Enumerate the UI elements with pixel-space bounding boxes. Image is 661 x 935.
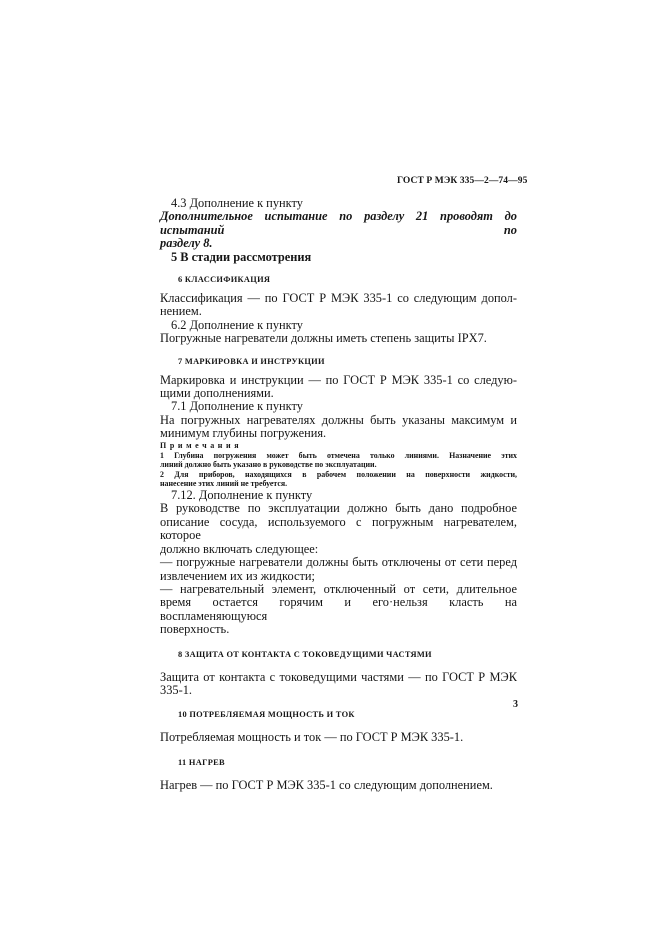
note-2-line-2: нанесение этих линий не требуется. — [160, 479, 288, 489]
section-6-intro-line-1: Классификация — по ГОСТ Р МЭК 335-1 со следующим допол- — [160, 291, 517, 306]
section-7-heading: 7 МАРКИРОВКА И ИНСТРУКЦИИ — [178, 356, 325, 366]
clause-4-3-text-line-1: Дополнительное испытание по разделу 21 проводят до испытаний по — [160, 209, 517, 237]
clause-7-12-text-line-1: В руководстве по эксплуатации должно быть дано подробное — [160, 501, 517, 516]
section-10-text: Потребляемая мощность и ток — по ГОСТ Р МЭК 335-1. — [160, 730, 464, 745]
list-item-2-line-3: поверхность. — [160, 622, 230, 637]
clause-7-12-text-line-3: должно включать следующее: — [160, 541, 319, 556]
clause-7-1-title: 7.1 Дополнение к пункту — [171, 399, 303, 414]
clause-7-1-text-line-1: На погружных нагревателях должны быть указаны максимум и — [160, 412, 517, 427]
clause-4-3-title: 4.3 Дополнение к пункту — [171, 196, 303, 210]
clause-4-3-text-line-2: разделу 8. — [160, 236, 213, 251]
notes-title: Примечания — [160, 440, 243, 450]
document-body — [160, 197, 517, 792]
clause-7-12-title: 7.12. Дополнение к пункту — [171, 488, 313, 503]
note-2-line-1: 2 Для приборов, находящихся в рабочем положении на поверхности жидкости, — [160, 469, 517, 479]
section-8-text-line-1: Защита от контакта с токоведущими частями — по ГОСТ Р МЭК — [160, 669, 517, 684]
section-8-text-line-2: 335-1. — [160, 682, 193, 697]
section-10-heading: 10 ПОТРЕБЛЯЕМАЯ МОЩНОСТЬ И ТОК — [178, 710, 355, 720]
note-1-line-1: 1 Глубина погружения может быть отмечена только линиями. Назначение этих — [160, 450, 517, 460]
list-item-2-line-2: время остается горячим и его·нельзя класть на воспламеняющуюся — [160, 595, 517, 623]
section-6-intro-line-2: нением. — [160, 304, 202, 319]
section-7-intro-line-1: Маркировка и инструкции — по ГОСТ Р МЭК 335-1 со следую- — [160, 372, 517, 387]
section-5-title: 5 В стадии рассмотрения — [171, 249, 312, 264]
clause-7-12-text-line-2: описание сосуда, используемого с погружным нагревателем, которое — [160, 514, 517, 543]
clause-6-2-title: 6.2 Дополнение к пункту — [171, 317, 303, 332]
section-7-intro-line-2: щими дополнениями. — [160, 386, 274, 401]
list-item-2-line-1: — нагревательный элемент, отключенный от сети, длительное — [160, 581, 517, 596]
clause-6-2-text: Погружные нагреватели должны иметь степень защиты IPX7. — [160, 331, 487, 346]
note-1-line-2: линий должно быть указано в руководстве по эксплуатации. — [160, 460, 377, 470]
list-item-1-line-2: извлечением их из жидкости; — [160, 568, 315, 583]
section-11-text: Нагрев — по ГОСТ Р МЭК 335-1 со следующим дополнением. — [160, 777, 493, 792]
clause-7-1-text-line-2: минимум глубины погружения. — [160, 426, 327, 441]
section-11-heading: 11 НАГРЕВ — [178, 757, 225, 767]
list-item-1-line-1: — погружные нагреватели должны быть отключены от сети перед — [160, 555, 517, 570]
document-header-code: ГОСТ Р МЭК 335—2—74—95 — [397, 176, 528, 186]
page-number: 3 — [513, 699, 518, 710]
section-8-heading: 8 ЗАЩИТА ОТ КОНТАКТА С ТОКОВЕДУЩИМИ ЧАСТЯМИ — [178, 649, 432, 659]
section-6-heading: 6 КЛАССИФИКАЦИЯ — [178, 275, 271, 285]
